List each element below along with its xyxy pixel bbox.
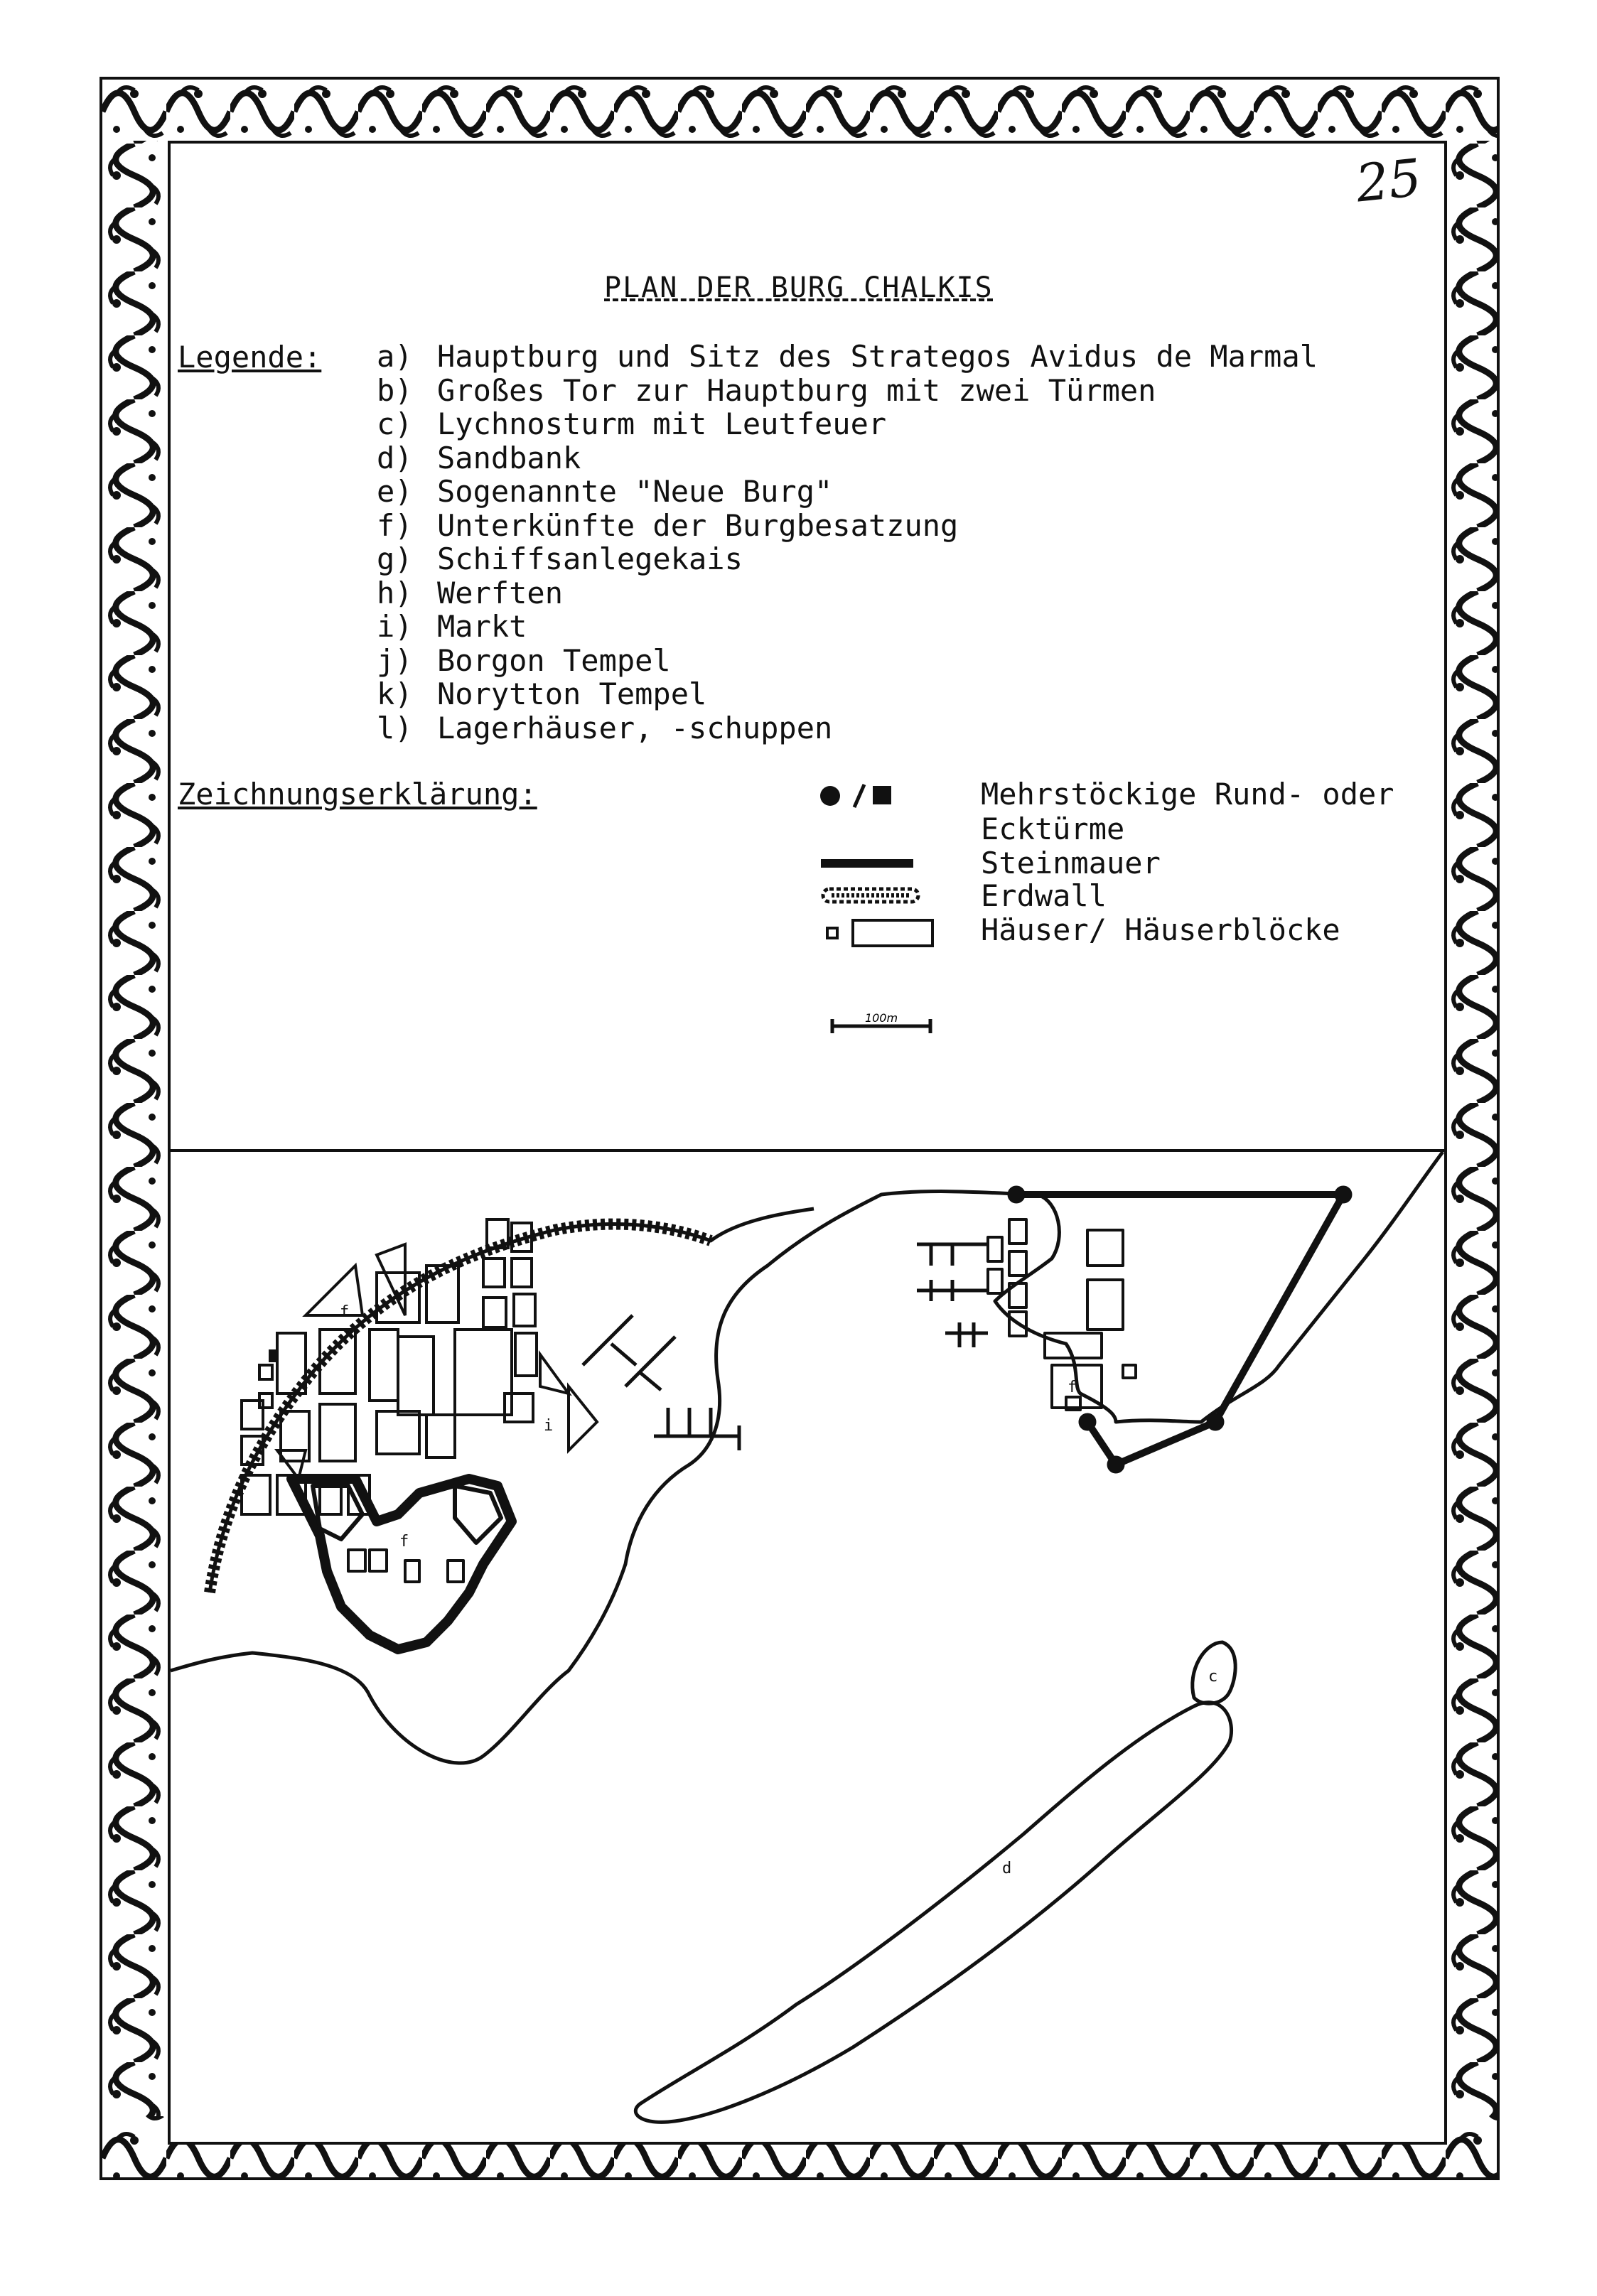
legend-text: Sogenannte "Neue Burg" [437,474,833,509]
west-houses [242,1219,597,1514]
map-label-islet: c [1208,1668,1218,1686]
legend-item [377,374,1318,408]
stone-wall-icon [817,856,917,871]
legend-text: Großes Tor zur Hauptburg mit zwei Türmen [437,372,1156,408]
sandbank [635,1703,1231,2123]
legend-letter: f) [377,507,413,543]
map-label-inner: f [399,1533,409,1551]
legend-letter: j) [377,642,413,678]
legend-letter: c) [377,406,413,441]
legend-item [377,542,1318,576]
legend-text: Lagerhäuser, -schuppen [437,710,833,745]
legend-letter: e) [377,474,413,509]
new-castle [988,1186,1352,1473]
legend-letter: l) [377,710,413,745]
legend-text: Lychnosturm mit Leutfeuer [437,406,887,441]
page-title: PLAN DER BURG CHALKIS [604,271,994,304]
map-label-sandbank: d [1002,1860,1012,1877]
page-number: 25 [1353,147,1424,214]
legend-item [377,711,1318,745]
legend-item [377,509,1318,543]
legend-item [377,340,1318,374]
key-text-houses: Häuser/ Häuserblöcke [981,912,1340,947]
legend-text: Markt [437,609,527,644]
legend-item [377,644,1318,678]
legend-item [377,576,1318,610]
key-text-towers: Mehrstöckige Rund- oder [981,777,1394,812]
key-text-towers-2: Ecktürme [981,812,1125,846]
legend-item [377,441,1318,475]
houses-icon [824,917,938,949]
legend-list [377,340,1318,745]
legend-text: Norytton Tempel [437,677,707,711]
legend-item [377,610,1318,644]
map-label-west-i: i [544,1417,554,1435]
key-text-earth-wall: Erdwall [981,878,1107,913]
legend-letter: h) [377,575,413,610]
legend-letter: i) [377,609,413,644]
legend-letter: a) [377,339,413,374]
legend-text: Schiffsanlegekais [437,541,743,576]
legend-text: Werften [437,575,564,610]
west-coastline [171,1152,1443,1763]
legend-text: Unterkünfte der Burgbesatzung [437,507,959,543]
map-label-west-f: f [340,1303,350,1321]
legend-letter: g) [377,541,413,576]
map-label-east-f: f [1068,1379,1077,1396]
citadel [291,1479,512,1649]
round-square-tower-icon [817,782,903,810]
scale-bar [828,1008,935,1036]
east-quays [917,1244,988,1347]
earth-wall-icon [817,883,924,907]
legend-letter: d) [377,440,413,475]
legend-letter: b) [377,372,413,408]
legend-letter: k) [377,677,413,711]
drawing-key-label: Zeichnungserklärung: [178,777,537,812]
scale-label: 100m [864,1011,898,1025]
legend-item [377,407,1318,441]
legend-text: Sandbank [437,440,581,475]
legend-label: Legende: [178,340,322,374]
legend-item [377,475,1318,509]
city-map [171,1152,1444,2142]
legend-item [377,677,1318,711]
key-text-stone-wall: Steinmauer [981,846,1161,880]
legend-text: Borgon Tempel [437,642,671,678]
legend-text: Hauptburg und Sitz des Strategos Avidus de Marmal [437,339,1318,374]
